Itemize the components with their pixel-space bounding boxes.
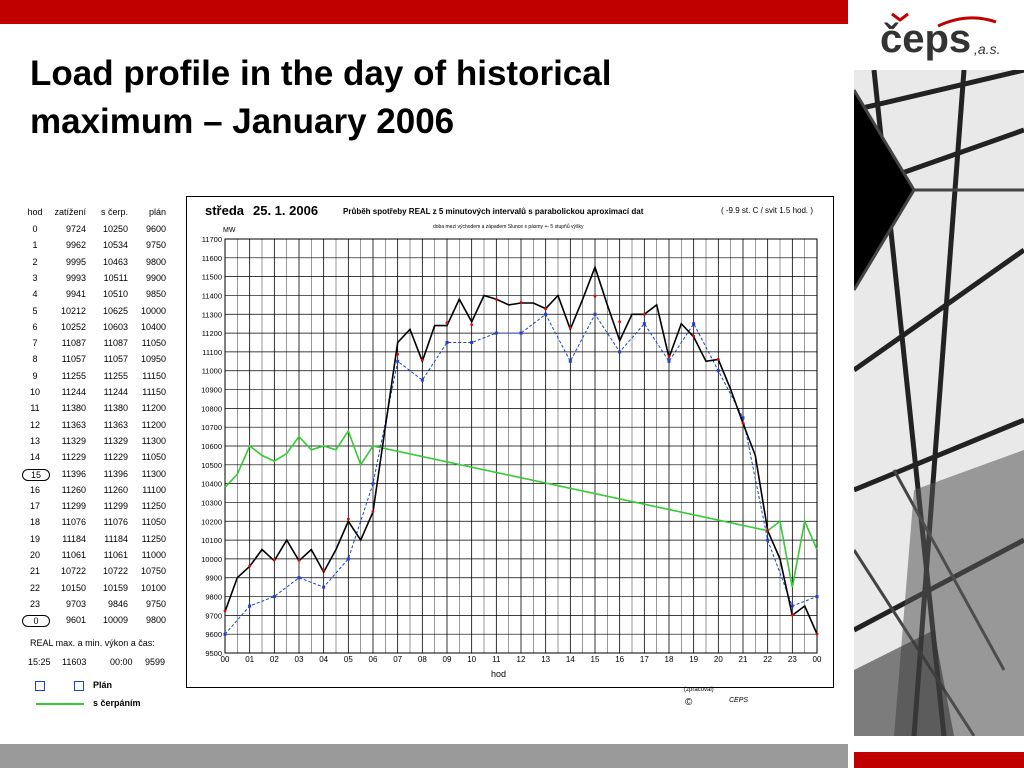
cell-zatizeni: 11076 [61,517,86,528]
cell-plan: 11150 [142,370,166,381]
cell-plan: 9750 [145,598,166,609]
y-tick-label: 11600 [201,253,222,263]
x-tick-label: 19 [689,655,699,664]
pump-line-icon [36,703,84,705]
footer-red-bar [854,752,1024,768]
min-value: 9599 [145,657,166,667]
chart-note: ( -9.9 st. C / svit 1.5 hod. ) [721,206,814,215]
cell-plan: 11050 [141,452,166,463]
chart-date: 25. 1. 2006 [253,203,319,218]
cell-plan: 11050 [141,338,166,349]
load-chart [187,197,833,687]
chart-panel [186,196,834,708]
load-hour-marker [470,323,473,326]
cell-zatizeni: 11184 [62,533,86,544]
x-tick-label: 03 [294,655,304,664]
max-value: 11603 [62,657,87,667]
legend-pump: s čerpáním [93,698,141,708]
cell-plan: 11200 [141,403,166,414]
logo-suffix: ,a.s. [974,41,1001,57]
y-tick-label: 10300 [201,498,222,508]
y-tick-label: 11200 [201,329,222,339]
y-tick-label: 11400 [201,291,222,301]
x-tick-label: 14 [565,655,575,664]
cell-zatizeni: 11329 [61,435,86,446]
cell-zatizeni: 10722 [60,566,86,577]
y-tick-label: 10700 [201,423,222,433]
top-red-bar [0,0,848,24]
series-point [717,369,720,372]
cell-hod: 0 [32,224,38,234]
load-hour-marker [594,295,597,298]
load-hour-marker [495,298,498,301]
x-tick-label: 22 [763,655,773,664]
x-tick-label: 13 [541,655,551,664]
slide-title: Load profile in the day of historical maximum – January 2006 [30,54,612,141]
x-tick-label: 17 [639,655,649,664]
cell-s-cerp: 11184 [104,533,128,544]
load-hour-marker [544,307,547,310]
series-point [224,633,227,636]
x-tick-label: 23 [787,655,797,664]
series-point [470,341,473,344]
table-row [22,615,182,631]
cell-s-cerp: 11244 [103,387,128,397]
cell-hod: 9 [32,370,38,381]
cell-zatizeni: 11299 [61,501,86,512]
y-tick-label: 11500 [201,272,222,282]
table-row [22,452,182,468]
load-hour-marker [520,301,523,304]
cell-zatizeni: 11244 [61,387,86,397]
table-row [22,583,182,599]
cell-s-cerp: 10463 [102,256,128,267]
cell-zatizeni: 10252 [60,321,86,332]
cell-zatizeni: 11396 [61,468,86,479]
cell-zatizeni: 9601 [65,615,86,626]
load-hour-marker [569,326,572,329]
series-point [372,482,375,485]
cell-zatizeni: 11061 [61,550,86,560]
cell-plan: 11000 [141,550,166,560]
cell-zatizeni: 9993 [65,272,86,283]
cell-s-cerp: 11299 [103,501,128,512]
chart-subnote: doba mezi východem a západem Slunce s pásmy +- 5 stupňů výšky [433,224,584,230]
table-row [22,338,182,354]
y-tick-label: 10600 [201,442,222,451]
series-point [273,595,276,598]
max-time: 15:25 [28,657,51,667]
series-point [495,332,498,335]
y-tick-label: 10500 [201,460,222,470]
load-hour-marker [717,358,720,361]
x-tick-label: 01 [245,655,255,664]
cell-hod: 22 [29,582,40,593]
cell-hod: 15 [22,469,50,481]
y-tick-label: 9900 [205,573,222,583]
y-axis-label: MW [223,227,236,234]
series-point [569,360,572,363]
x-tick-label: 20 [713,655,723,664]
series-point [643,322,646,325]
x-axis-label: hod [491,669,507,679]
table-row [22,566,182,582]
cell-plan: 9600 [145,224,166,234]
cell-zatizeni: 11380 [61,403,86,414]
load-hour-marker [643,313,646,316]
ceps-logo [878,12,1018,68]
y-tick-label: 11100 [202,347,222,357]
table-row [22,469,182,485]
load-hour-marker [273,558,276,561]
load-hour-marker [618,320,621,323]
cell-hod: 1 [32,240,38,251]
series-point [668,360,671,363]
cell-s-cerp: 11363 [103,419,128,430]
x-tick-label: 06 [368,655,378,664]
table-row [22,403,182,419]
y-tick-label: 9700 [205,611,222,621]
series-point [396,360,399,363]
table-row [22,354,182,370]
maxmin-title: REAL max. a min. výkon a čas: [30,638,155,648]
cell-hod: 14 [29,452,40,463]
table-row [22,371,182,387]
y-tick-label: 10000 [201,554,222,564]
load-hour-marker [446,321,449,324]
load-hour-marker [816,633,819,636]
cell-s-cerp: 11061 [103,550,128,560]
load-hour-marker [791,613,794,616]
table-row [22,322,182,338]
cell-zatizeni: 11363 [61,419,86,430]
load-hour-marker [692,335,695,338]
load-hour-marker [668,355,671,358]
logo-text: čeps [880,17,972,61]
y-tick-label: 11300 [201,310,222,320]
cell-s-cerp: 11396 [103,468,128,479]
cell-zatizeni: 10150 [60,582,86,593]
cell-plan: 10400 [140,321,166,332]
series-point [421,379,424,382]
load-hour-marker [347,518,350,521]
header-plan: plán [148,207,166,217]
cell-s-cerp: 10009 [102,615,128,626]
cell-s-cerp: 10510 [102,289,128,300]
cell-s-cerp: 10603 [102,321,128,332]
cell-plan: 11250 [141,501,166,512]
x-tick-label: 18 [664,655,674,664]
x-tick-label: 00 [812,655,822,664]
cell-s-cerp: 10722 [102,566,128,577]
table-row [22,485,182,501]
cell-zatizeni: 9962 [65,240,86,251]
table-row [22,534,182,550]
series-point [322,586,325,589]
cell-zatizeni: 11087 [61,338,86,349]
cell-s-cerp: 11329 [103,435,128,446]
x-tick-label: 05 [343,655,353,664]
x-tick-label: 09 [442,655,452,664]
table-row [22,501,182,517]
cell-zatizeni: 10212 [60,305,86,316]
x-tick-label: 21 [738,655,748,664]
cell-plan: 9750 [145,240,166,251]
table-row [22,550,182,566]
cell-hod: 13 [29,435,40,446]
header-s-cerp: s čerp. [100,207,128,217]
series-point [594,313,597,316]
load-hour-marker [224,609,227,612]
load-hour-marker [766,529,769,532]
cell-plan: 11250 [141,533,166,544]
y-tick-label: 11000 [201,366,222,376]
y-tick-label: 9800 [205,592,222,602]
cell-hod: 23 [29,598,40,609]
chart-title: Průběh spotřeby REAL z 5 minutových intervalů s parabolickou aproximací dat [343,207,644,216]
cell-plan: 9850 [145,289,166,300]
series-point [692,322,695,325]
x-tick-label: 08 [417,655,427,664]
pylon-photo [854,70,1024,736]
cell-plan: 11300 [141,435,166,446]
cell-zatizeni: 9703 [65,598,86,609]
cell-hod: 12 [29,419,40,430]
cell-hod: 6 [32,321,38,332]
y-tick-label: 9600 [205,630,222,640]
cell-zatizeni: 9724 [65,224,86,234]
series-point [816,595,819,598]
cell-plan: 9900 [145,272,166,283]
cell-s-cerp: 11076 [103,517,128,528]
cell-s-cerp: 11380 [103,403,128,414]
chart-day: středa [205,203,245,218]
series-point [248,604,251,607]
cell-s-cerp: 11057 [103,354,128,365]
y-tick-label: 10100 [201,536,222,546]
table-row [22,436,182,452]
x-tick-label: 10 [467,655,477,664]
cell-zatizeni: 11057 [61,354,86,365]
cell-hod: 11 [30,403,40,414]
load-hour-marker [396,353,399,356]
cell-plan: 10000 [140,305,166,316]
cell-s-cerp: 11255 [103,370,128,381]
load-hour-marker [421,359,424,362]
load-hour-marker [298,559,301,562]
load-hour-marker [372,510,375,513]
table-row [22,387,182,403]
cell-hod: 8 [32,354,38,365]
load-hour-marker [322,569,325,572]
footer-gray-bar [0,744,848,768]
series-point [298,576,301,579]
table-header-row [22,207,182,223]
load-hour-marker [742,422,745,425]
cell-plan: 9800 [145,256,166,267]
cell-s-cerp: 11260 [103,484,128,495]
cell-plan: 11300 [141,468,166,479]
cell-plan: 10750 [140,566,166,577]
cell-s-cerp: 10159 [102,582,128,593]
cell-hod: 3 [32,272,38,283]
cell-zatizeni: 11260 [61,484,86,495]
min-time: 00:00 [110,657,133,667]
cell-hod: 17 [29,501,40,512]
y-tick-label: 10900 [201,385,222,395]
cell-zatizeni: 11229 [61,452,86,463]
header-hod: hod [27,207,43,217]
series-point [446,341,449,344]
table-row [22,224,182,240]
cell-hod: 20 [29,550,40,560]
y-tick-label: 9500 [205,649,222,658]
y-tick-label: 11700 [201,235,222,244]
cell-plan: 11150 [142,387,166,397]
cell-s-cerp: 11229 [103,452,128,463]
x-tick-label: 04 [319,655,329,664]
cell-zatizeni: 9995 [65,256,86,267]
x-tick-label: 16 [615,655,625,664]
copyright: © [685,697,693,708]
y-tick-label: 10800 [201,404,222,414]
x-tick-label: 00 [220,655,230,664]
table-row [22,273,182,289]
table-row [22,420,182,436]
cell-plan: 10100 [140,582,166,593]
table-row [22,257,182,273]
cell-s-cerp: 10511 [103,272,128,283]
load-hour-marker [248,565,251,568]
cell-plan: 11100 [142,484,166,495]
y-tick-label: 10400 [201,479,222,489]
footer-small: (zpracoval) [684,687,714,693]
cell-hod: 7 [32,338,38,349]
legend-plan: Plán [93,680,113,690]
cell-hod: 19 [29,533,40,544]
cell-hod: 21 [29,566,40,577]
series-point [766,539,769,542]
cell-hod: 4 [32,289,38,300]
header-zatizeni: zatížení [54,207,86,217]
cell-s-cerp: 9846 [107,598,128,609]
org-mark: CEPS [729,697,749,704]
x-tick-label: 15 [590,655,600,664]
x-tick-label: 07 [393,655,403,664]
cell-hod: 16 [29,484,40,495]
plan-marker-icon-2 [74,681,84,691]
series-point [544,313,547,316]
cell-s-cerp: 11087 [103,338,128,349]
cell-s-cerp: 10250 [102,224,128,234]
cell-s-cerp: 10625 [102,305,128,316]
cell-plan: 9800 [145,615,166,626]
cell-hod: 5 [32,305,38,316]
series-point [347,557,350,560]
cell-hod: 0 [22,615,50,627]
cell-hod: 10 [29,387,40,397]
table-row [22,306,182,322]
table-row [22,599,182,615]
series-point [618,350,621,353]
plan-marker-icon [35,681,45,691]
table-row [22,289,182,305]
cell-zatizeni: 9941 [65,289,86,300]
series-point [520,332,523,335]
cell-hod: 18 [29,517,40,528]
y-tick-label: 10200 [201,517,222,527]
cell-s-cerp: 10534 [102,240,128,251]
table-row [22,517,182,533]
cell-plan: 10950 [140,354,166,365]
cell-plan: 11200 [141,419,166,430]
x-tick-label: 02 [269,655,279,664]
cell-plan: 11050 [141,517,166,528]
table-row [22,240,182,256]
cell-zatizeni: 11255 [61,370,86,381]
x-tick-label: 11 [492,655,501,664]
cell-hod: 2 [32,256,38,267]
x-tick-label: 12 [516,655,526,664]
